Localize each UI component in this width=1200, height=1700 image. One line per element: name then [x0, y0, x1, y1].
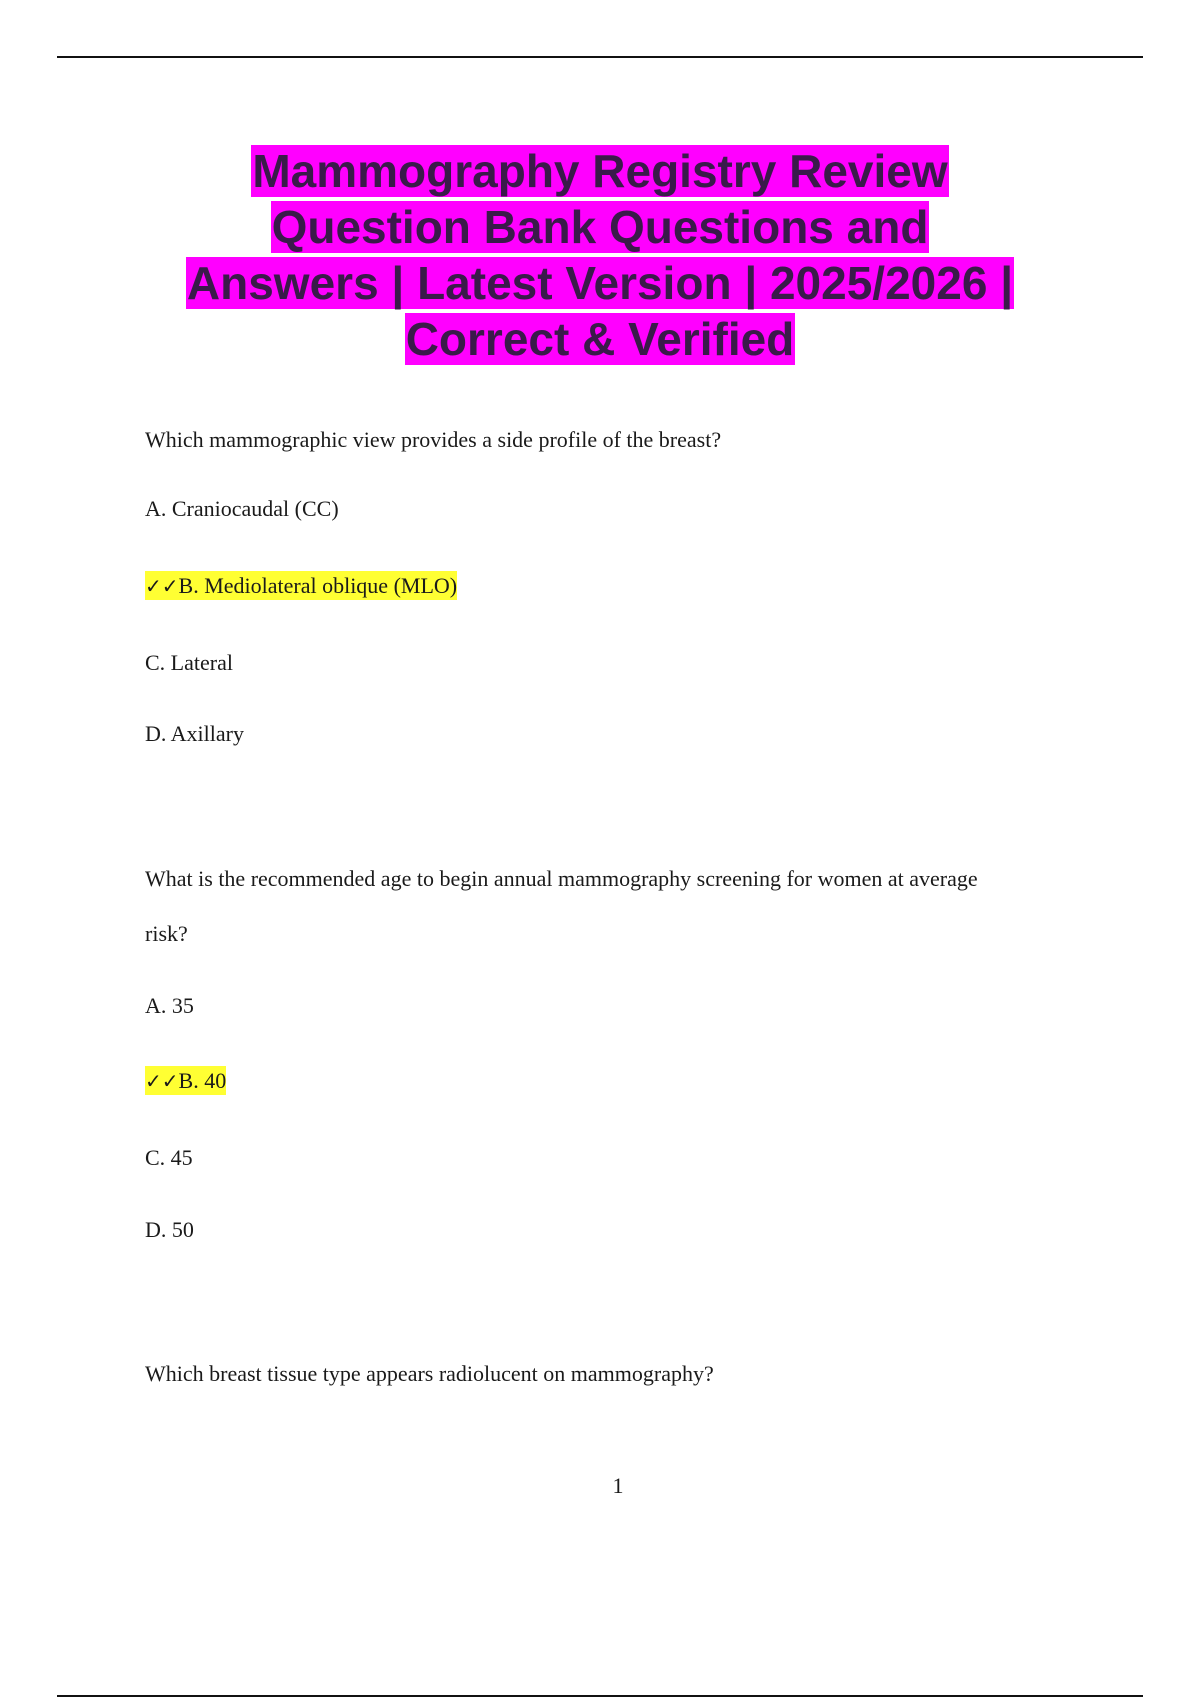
correct-answer-option [145, 573, 457, 599]
check-mark-icon: ✓✓ [145, 1069, 179, 1093]
answer-option: D. Axillary [145, 721, 244, 746]
answer-option: A. 35 [145, 993, 194, 1018]
answer-option-text: B. 40 [178, 1068, 227, 1093]
question-stem: Which breast tissue type appears radiolucent on mammography? [145, 1361, 714, 1386]
answer-option-text: B. Mediolateral oblique (MLO) [178, 573, 458, 598]
title-line: Question Bank Questions and [271, 201, 929, 253]
correct-answer-option [145, 1068, 226, 1094]
page-number: 1 [612, 1473, 624, 1498]
check-mark-icon: ✓✓ [145, 574, 179, 598]
footer-rule [57, 1695, 1143, 1697]
question-stem: Which mammographic view provides a side profile of the breast? [145, 427, 722, 452]
answer-option: C. 45 [145, 1145, 193, 1170]
answer-option: A. Craniocaudal (CC) [145, 496, 339, 521]
title-line: Correct & Verified [405, 313, 795, 365]
question-stem: What is the recommended age to begin annual mammography screening for women at average [145, 866, 978, 891]
document-title [100, 143, 1100, 367]
answer-option: D. 50 [145, 1217, 194, 1242]
title-line: Mammography Registry Review [252, 145, 948, 197]
answer-option: C. Lateral [145, 650, 233, 675]
title-line: Answers | Latest Version | 2025/2026 | [186, 257, 1014, 309]
header-rule [57, 56, 1143, 58]
question-stem-continued: risk? [145, 921, 188, 946]
